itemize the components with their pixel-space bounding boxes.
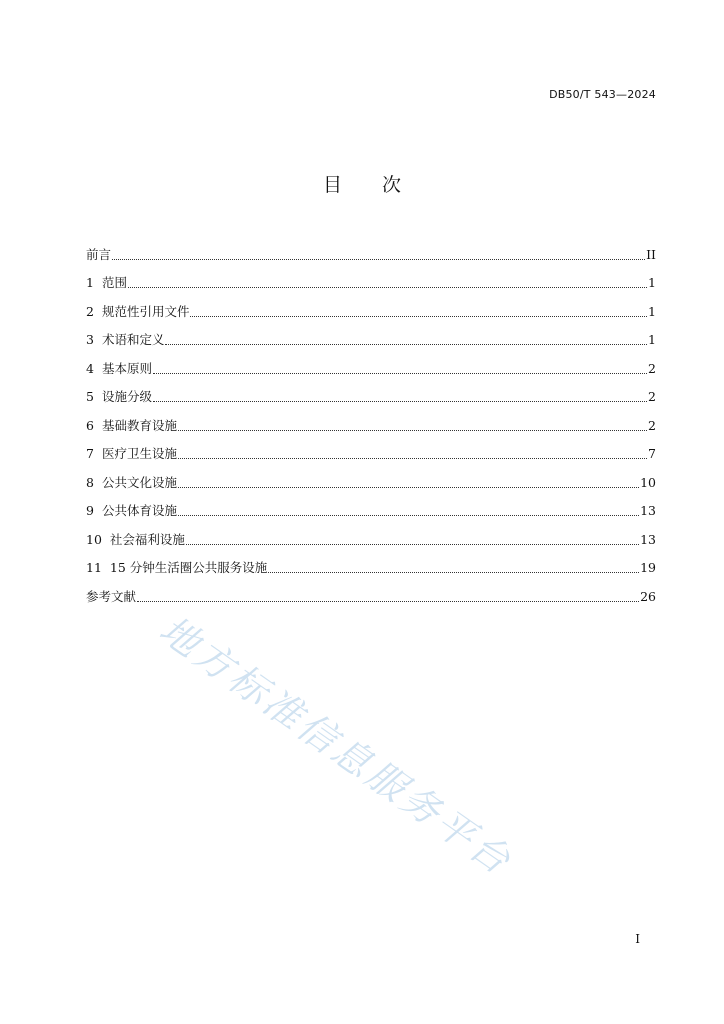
- toc-entry-label: [86, 560, 267, 576]
- toc-entry-text: 前言: [86, 246, 112, 262]
- toc-entry[interactable]: [86, 519, 656, 548]
- toc-entry-label: [86, 589, 136, 605]
- standard-code: DB50/T 543—2024: [549, 88, 656, 101]
- toc-entry-number: 11: [86, 560, 102, 575]
- toc-entry[interactable]: [86, 548, 656, 577]
- toc-entry-number: 3: [86, 332, 94, 347]
- toc-entry-text: 公共体育设施: [101, 503, 177, 518]
- toc-entry-text: 规范性引用文件: [101, 303, 190, 319]
- toc-entry-page: 13: [640, 531, 656, 547]
- toc-dot-leader: [112, 259, 645, 260]
- toc-entry-text: 医疗卫生设施: [101, 446, 177, 461]
- toc-dot-leader: [186, 544, 639, 545]
- toc-entry-text: 基本原则: [101, 360, 152, 376]
- toc-entry-page: 19: [640, 560, 656, 575]
- toc-entry[interactable]: [86, 377, 656, 406]
- toc-entry-text: 参考文献: [86, 588, 137, 604]
- toc-entry-text: 术语和定义: [101, 332, 165, 347]
- toc-entry-number: 9: [86, 503, 94, 518]
- toc-entry-number: 5: [86, 389, 94, 404]
- toc-entry-page: II: [646, 246, 656, 262]
- toc-entry-text: 15 分钟生活圈公共服务设施: [109, 560, 268, 575]
- page-number: I: [635, 932, 640, 946]
- toc-entry-number: 6: [86, 417, 94, 433]
- toc-entry-label: [86, 446, 177, 462]
- toc-entry[interactable]: [86, 291, 656, 320]
- toc-entry-page: 1: [648, 303, 656, 319]
- toc-entry[interactable]: [86, 405, 656, 434]
- toc-dot-leader: [178, 515, 639, 516]
- toc-entry-page: 7: [648, 446, 656, 461]
- toc-entry[interactable]: [86, 234, 656, 263]
- toc-entry-page: 10: [640, 474, 656, 490]
- toc-dot-leader: [190, 316, 647, 317]
- toc-entry[interactable]: [86, 263, 656, 292]
- toc-entry[interactable]: [86, 576, 656, 605]
- toc-dot-leader: [178, 430, 647, 431]
- toc-entry-label: [86, 475, 177, 491]
- toc-dot-leader: [178, 458, 647, 459]
- toc-entry-label: [86, 275, 127, 291]
- toc-entry-page: 26: [640, 588, 656, 604]
- toc-dot-leader: [268, 572, 639, 573]
- toc-entry-label: [86, 418, 177, 434]
- toc-entry-text: 公共文化设施: [101, 474, 177, 490]
- toc-entry-page: 1: [648, 275, 656, 290]
- toc-entry-label: [86, 503, 177, 519]
- toc-entry-number: 1: [86, 275, 94, 290]
- toc-list: [86, 234, 656, 605]
- toc-dot-leader: [137, 601, 639, 602]
- toc-entry-label: [86, 389, 152, 405]
- toc-entry-number: 10: [86, 531, 102, 547]
- toc-entry-number: 2: [86, 303, 94, 319]
- toc-entry-label: [86, 332, 164, 348]
- toc-entry-text: 社会福利设施: [109, 531, 185, 547]
- toc-entry[interactable]: [86, 320, 656, 349]
- toc-entry-page: 2: [648, 417, 656, 433]
- toc-entry-number: 8: [86, 474, 94, 490]
- toc-dot-leader: [165, 344, 647, 345]
- toc-entry-label: [86, 304, 189, 320]
- toc-entry-text: 设施分级: [101, 389, 152, 404]
- toc-entry-label: [86, 247, 111, 263]
- toc-entry-number: 4: [86, 360, 94, 376]
- toc-entry[interactable]: [86, 491, 656, 520]
- watermark: 地方标准信息服务平台: [151, 607, 521, 885]
- toc-dot-leader: [153, 401, 647, 402]
- toc-entry-label: [86, 532, 185, 548]
- toc-entry-page: 2: [648, 360, 656, 376]
- toc-dot-leader: [128, 287, 647, 288]
- toc-dot-leader: [178, 487, 639, 488]
- toc-entry-number: 7: [86, 446, 94, 461]
- toc-entry-page: 2: [648, 389, 656, 404]
- toc-dot-leader: [153, 373, 647, 374]
- toc-entry-text: 范围: [101, 275, 127, 290]
- toc-entry[interactable]: [86, 348, 656, 377]
- toc-entry[interactable]: [86, 434, 656, 463]
- toc-entry-text: 基础教育设施: [101, 417, 177, 433]
- toc-entry-page: 1: [648, 332, 656, 347]
- toc-title: 目次: [322, 174, 441, 196]
- toc-entry-label: [86, 361, 152, 377]
- toc-entry-page: 13: [640, 503, 656, 518]
- toc-entry[interactable]: [86, 462, 656, 491]
